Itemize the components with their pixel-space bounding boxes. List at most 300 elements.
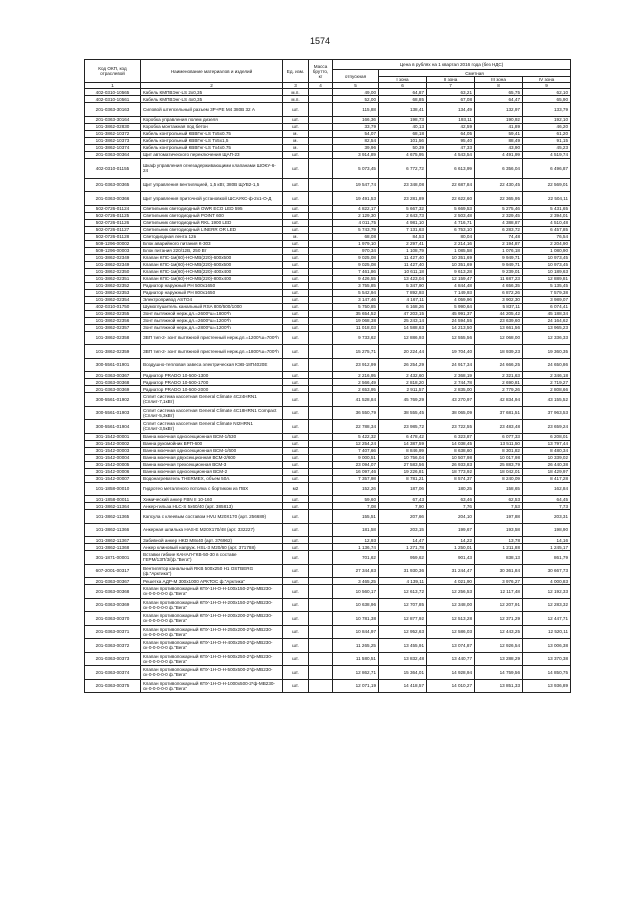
cell-zone-4-price: 12 283,32 [523,598,571,612]
cell-zone-2-price: 4 716,71 [427,219,475,226]
cell-zone-3-price: 30 361,84 [475,564,523,578]
table-row [85,219,571,226]
cell-zone-3-price: 18 042,01 [475,468,523,475]
cell-zone-4-price: 7 579,38 [523,289,571,296]
cell-code: 201-0363-00365 [85,178,141,192]
cell-release-price: 7 461,86 [333,268,379,275]
cell-zone-4-price: 10 973,45 [523,254,571,261]
cell-unit: шт. [283,226,309,233]
cell-name: Силовой штепсельный разъем 3Р+РЕ М4 380В 32 А [141,103,283,117]
cell-mass [309,358,333,372]
cell-zone-2-price: 7,76 [427,503,475,510]
table-row [85,564,571,578]
cell-name: Ванна моечная двухсекционная ВСМ-2/600 [141,454,283,461]
cell-zone-1-price: 8 846,99 [379,447,427,454]
table-row [85,475,571,482]
cell-zone-1-price: 959,62 [379,551,427,565]
cell-zone-4-price: 2 394,01 [523,212,571,219]
table-row [85,123,571,130]
cell-mass [309,433,333,440]
cell-zone-1-price: 14 418,57 [379,679,427,693]
cell-zone-4-price: 13 370,38 [523,652,571,666]
cell-release-price: 10 844,97 [333,625,379,639]
cell-zone-1-price: 203,15 [379,523,427,537]
table-row [85,454,571,461]
cell-name: Клапан противопожарный КПУ-1Н-О-Н-400х250-2*ф-МВ230-ск-0-0-0-0-0 ф."Вега" [141,639,283,653]
cell-release-price: 2 653,95 [333,386,379,393]
cell-release-price: 2 216,95 [333,372,379,379]
cell-unit: шт. [283,275,309,282]
cell-zone-2-price: 193,11 [427,116,475,123]
cell-unit: м2 [283,482,309,496]
cell-name: Радиатор PRADO 10-500-1700 [141,379,283,386]
cell-zone-2-price: 10 351,69 [427,254,475,261]
cell-name: Вставки гибкие КАНАЛ-ГКВ-50-30 в составе ГЕРМ/1ЗП/3/(ф."Вега") [141,551,283,565]
cell-release-price: 1 136,74 [333,544,379,551]
cell-zone-1-price: 198,73 [379,116,427,123]
cell-unit: шт. [283,116,309,123]
cell-zone-3-price: 6 872,26 [475,289,523,296]
col-number: 7 [427,83,475,89]
table-body [85,89,571,693]
cell-release-price: 9 025,08 [333,261,379,268]
cell-release-price: 49,00 [333,89,379,96]
cell-code: 502-0726-01125 [85,212,141,219]
cell-release-price: 35 654,52 [333,310,379,317]
cell-mass [309,379,333,386]
cell-name: Водонагреватель THERMEX, объем 50л. [141,475,283,482]
cell-release-price: 3 755,85 [333,282,379,289]
cell-mass [309,226,333,233]
cell-release-price: 3 465,25 [333,578,379,585]
cell-zone-3-price: 158,65 [475,482,523,496]
cell-release-price: 7 407,66 [333,447,379,454]
cell-name: Клапан противопожарный КПУ-1Н-О-Н-100х150-2*ф-МВ230-ск-0-0-0-0-0 ф."Вега" [141,585,283,599]
cell-zone-1-price: 40,13 [379,123,427,130]
cell-zone-4-price: 19 360,35 [523,345,571,359]
table-row [85,205,571,212]
cell-zone-1-price: 13 832,48 [379,652,427,666]
cell-zone-1-price: 12 952,63 [379,625,427,639]
cell-zone-3-price: 193,58 [475,523,523,537]
cell-name: Сплит система кассетная General Climate 4C18HRN1 Compact (Сплит-5,3кВт) [141,406,283,420]
cell-zone-4-price: 4 000,83 [523,578,571,585]
cell-code: 301-1542-00003 [85,447,141,454]
cell-unit: шт. [283,268,309,275]
table-row [85,406,571,420]
cell-unit: шт. [283,612,309,626]
cell-code: 201-0363-00375 [85,679,141,693]
cell-zone-2-price: 14 038,45 [427,440,475,447]
cell-zone-3-price: 13 288,29 [475,652,523,666]
cell-release-price: 33,79 [333,123,379,130]
cell-release-price: 9 025,08 [333,254,379,261]
cell-code: 101-3862-02354 [85,296,141,303]
cell-zone-1-price: 38 555,45 [379,406,427,420]
table-row [85,639,571,653]
cell-mass [309,652,333,666]
cell-zone-4-price: 18 429,97 [523,468,571,475]
cell-release-price: 701,62 [333,551,379,565]
cell-zone-4-price: 13 797,44 [523,440,571,447]
cell-code: 201-0363-00371 [85,625,141,639]
cell-zone-2-price: 13 440,77 [427,652,475,666]
cell-zone-3-price: 22 365,95 [475,192,523,206]
cell-zone-2-price: 12 159,47 [427,275,475,282]
cell-zone-1-price: 5 667,32 [379,205,427,212]
cell-zone-3-price: 6 077,33 [475,433,523,440]
cell-name: Светильник светодиодный POINT 600 [141,212,283,219]
cell-release-price: 9 733,62 [333,331,379,345]
cell-release-price: 82,54 [333,137,379,144]
table-row [85,578,571,585]
cell-mass [309,440,333,447]
cell-unit: шт. [283,503,309,510]
cell-code: 101-3862-02349 [85,254,141,261]
table-header [85,60,571,89]
cell-zone-2-price: 14,22 [427,537,475,544]
cell-zone-1-price: 7 131,63 [379,226,427,233]
cell-zone-4-price: 13 936,89 [523,679,571,693]
cell-unit: шт. [283,331,309,345]
cell-code: 201-0363-00370 [85,612,141,626]
cell-release-price: 36 550,79 [333,406,379,420]
cell-zone-1-price: 4 675,95 [379,151,427,158]
cell-zone-2-price: 5 669,53 [427,205,475,212]
cell-zone-3-price: 74,48 [475,233,523,240]
cell-zone-1-price: 11 427,40 [379,261,427,268]
cell-zone-2-price: 2 744,78 [427,379,475,386]
cell-release-price: 11 265,25 [333,639,379,653]
cell-name: Кабель контрольный КВВГнг-LS Тх5х0.75 [141,130,283,137]
cell-zone-4-price: 61,20 [523,130,571,137]
header-code: Код ОКП, код отраслевой [85,60,141,83]
cell-name: Светильник светодиодный OWR ECO LED 595 [141,205,283,212]
cell-mass [309,585,333,599]
cell-code: 101-1858-00010 [85,482,141,496]
cell-zone-3-price: 13 511,50 [475,440,523,447]
cell-zone-2-price: 8 638,60 [427,447,475,454]
col-number: 8 [475,83,523,89]
cell-zone-3-price: 4 656,35 [475,282,523,289]
cell-unit: шт. [283,358,309,372]
cell-zone-1-price: 14,47 [379,537,427,544]
cell-unit: шт. [283,639,309,653]
cell-zone-2-price: 19 704,40 [427,345,475,359]
cell-zone-2-price: 134,49 [427,103,475,117]
cell-zone-2-price: 14 010,27 [427,679,475,693]
cell-mass [309,137,333,144]
cell-mass [309,317,333,324]
table-row [85,116,571,123]
cell-zone-4-price: 12 889,81 [523,275,571,282]
cell-zone-2-price: 12 348,00 [427,598,475,612]
table-row [85,289,571,296]
cell-name: Ванна рукомойник ВРП-600 [141,440,283,447]
table-row [85,510,571,524]
cell-zone-3-price: 190,92 [475,116,523,123]
cell-unit: шт. [283,544,309,551]
cell-zone-1-price: 14 588,63 [379,324,427,331]
cell-release-price: 155,51 [333,510,379,524]
cell-unit: шт. [283,564,309,578]
cell-release-price: 5 743,79 [333,226,379,233]
cell-release-price: 12 862,71 [333,666,379,680]
cell-code: 201-0363-00367 [85,578,141,585]
cell-name: Радиатор наружный РН 800х1650 [141,289,283,296]
cell-unit: шт. [283,247,309,254]
cell-code: 101-3862-02353 [85,289,141,296]
cell-zone-3-price: 11 687,23 [475,275,523,282]
cell-name: Клапан противопожарный КПУ-1Н-О-Н-250х200-2*ф-МВ230-ск-0-0-0-0-0 ф."Вега" [141,625,283,639]
cell-code: 201-0363-00368 [85,585,141,599]
cell-code: 502-0726-01126 [85,219,141,226]
cell-zone-2-price: 204,10 [427,510,475,524]
cell-mass [309,296,333,303]
table-row [85,247,571,254]
cell-release-price: 2 566,49 [333,379,379,386]
cell-zone-1-price: 68,18 [379,130,427,137]
table-row [85,303,571,310]
cell-code: 502-0726-01128 [85,233,141,240]
cell-release-price: 4 822,17 [333,205,379,212]
cell-zone-3-price: 3 976,27 [475,578,523,585]
cell-zone-3-price: 10 017,98 [475,454,523,461]
cell-zone-3-price: 12 371,29 [475,612,523,626]
cell-mass [309,233,333,240]
cell-zone-4-price: 13 965,23 [523,324,571,331]
table-row [85,240,571,247]
cell-zone-3-price: 88,49 [475,137,523,144]
cell-release-price: 970,34 [333,247,379,254]
cell-name: Клапан противопожарный КПУ-1Н-О-Н-200х200-2*ф-МВ230-ск-0-0-0-0-0 ф."Вега" [141,612,283,626]
cell-unit: шт. [283,585,309,599]
cell-unit: шт. [283,496,309,503]
cell-zone-4-price: 12 336,33 [523,331,571,345]
cell-unit: м. [283,144,309,151]
cell-release-price: 2 129,30 [333,212,379,219]
price-table [84,59,571,693]
cell-mass [309,447,333,454]
table-row [85,420,571,434]
cell-unit: шт. [283,310,309,317]
table-row [85,268,571,275]
cell-zone-2-price: 80,04 [427,233,475,240]
cell-unit: шт. [283,205,309,212]
cell-zone-1-price: 4 139,11 [379,578,427,585]
cell-zone-2-price: 901,43 [427,551,475,565]
table-row [85,372,571,379]
cell-name: Зонт вытяжной нерж.дл.=2800*ш=1200*h [141,324,283,331]
cell-code: 101-3862-02350 [85,268,141,275]
cell-unit: шт. [283,158,309,178]
table-row [85,482,571,496]
cell-mass [309,503,333,510]
cell-unit: шт. [283,454,309,461]
cell-release-price: 12,93 [333,537,379,544]
cell-release-price: 115,88 [333,103,379,117]
cell-mass [309,345,333,359]
cell-release-price: 52,00 [333,96,379,103]
cell-release-price: 7,08 [333,503,379,510]
cell-zone-1-price: 5 347,90 [379,282,427,289]
table-row [85,317,571,324]
cell-zone-2-price: 2 835,00 [427,386,475,393]
cell-name: Радиатор PRADO 10-500-1300 [141,372,283,379]
cell-zone-3-price: 838,13 [475,551,523,565]
cell-unit: шт. [283,440,309,447]
cell-name: Анкер клиновый напруж. HSL-3 M20/60 (арт. 371788) [141,544,283,551]
cell-name: Светодиодная лента 12в [141,233,283,240]
cell-zone-2-price: 6 613,99 [427,158,475,178]
cell-mass [309,123,333,130]
cell-zone-2-price: 14 213,50 [427,324,475,331]
cell-release-price: 10 781,38 [333,612,379,626]
cell-name: Ванна моечная односекционная ВСМ-1/600 [141,447,283,454]
cell-zone-1-price: 187,06 [379,482,427,496]
cell-zone-3-price: 1 211,88 [475,544,523,551]
header-zone-2: II зона [427,77,475,83]
cell-unit: м. [283,130,309,137]
cell-zone-3-price: 24 666,25 [475,358,523,372]
cell-unit: шт. [283,433,309,440]
cell-unit: шт. [283,372,309,379]
cell-zone-4-price: 65,90 [523,96,571,103]
cell-name: Кабель контрольный КВВГнг-LS Тх4х0.75 [141,144,283,151]
header-zone-3: III зона [475,77,523,83]
cell-mass [309,393,333,407]
cell-zone-3-price: 12 443,25 [475,625,523,639]
cell-zone-1-price: 1 108,79 [379,247,427,254]
cell-zone-4-price: 7,73 [523,503,571,510]
cell-unit: шт. [283,123,309,130]
cell-unit: шт. [283,461,309,468]
cell-zone-1-price: 19 226,81 [379,468,427,475]
cell-code: 301-1542-00004 [85,454,141,461]
cell-release-price: 23 094,07 [333,461,379,468]
cell-unit: шт. [283,475,309,482]
cell-name: Химический анкер FBN II 10-160 [141,496,283,503]
table-row [85,212,571,219]
cell-mass [309,496,333,503]
cell-name: Клапан КПС-1м(60)-НО-МВ(220)-600х500 [141,254,283,261]
cell-code: 201-0363-00374 [85,666,141,680]
cell-code: 201-0363-00373 [85,652,141,666]
cell-zone-3-price: 2 779,26 [475,386,523,393]
cell-code: 101-3862-02358 [85,331,141,345]
cell-release-price: 7 357,98 [333,475,379,482]
cell-mass [309,406,333,420]
cell-zone-4-price: 13 006,38 [523,639,571,653]
cell-mass [309,679,333,693]
cell-zone-1-price: 101,56 [379,137,427,144]
table-row [85,625,571,639]
cell-code: 301-1542-00005 [85,461,141,468]
table-row [85,433,571,440]
cell-zone-1-price: 11 427,40 [379,254,427,261]
table-row [85,226,571,233]
cell-mass [309,510,333,524]
cell-release-price: 12 254,24 [333,440,379,447]
cell-unit: шт. [283,261,309,268]
cell-release-price: 68,08 [333,233,379,240]
cell-zone-4-price: 861,79 [523,551,571,565]
col-number: 4 [309,83,333,89]
cell-zone-4-price: 162,84 [523,482,571,496]
cell-mass [309,192,333,206]
cell-zone-1-price: 23 985,72 [379,420,427,434]
cell-name: ЗВП тип-2- зонт вытяжной пристенный нерж.дл.=1800*ш=700*h [141,345,283,359]
cell-zone-4-price: 43 155,52 [523,393,571,407]
cell-mass [309,247,333,254]
cell-zone-3-price: 5 837,11 [475,303,523,310]
cell-mass [309,178,333,192]
cell-zone-1-price: 67,43 [379,496,427,503]
table-row [85,393,571,407]
cell-release-price: 4 011,75 [333,219,379,226]
cell-mass [309,578,333,585]
cell-zone-4-price: 91,15 [523,137,571,144]
cell-zone-4-price: 37 963,53 [523,406,571,420]
cell-release-price: 5 750,85 [333,303,379,310]
table-row [85,103,571,117]
cell-mass [309,386,333,393]
cell-unit: м.п. [283,89,309,96]
cell-mass [309,625,333,639]
cell-zone-2-price: 10 507,98 [427,454,475,461]
cell-unit: шт. [283,296,309,303]
cell-unit: шт. [283,420,309,434]
cell-name: Ванна моечная односекционная ВСМ-2 [141,468,283,475]
cell-name: ЗВП тип-2- зонт вытяжной пристенный нерж.дл.=1200*ш=700*h [141,331,283,345]
cell-unit: шт. [283,406,309,420]
cell-zone-2-price: 1 085,58 [427,247,475,254]
cell-release-price: 19 491,53 [333,192,379,206]
cell-name: Сплит система кассетная General Climate 4C24HRN1 (Сплит-7,1кВт) [141,393,283,407]
cell-unit: шт. [283,219,309,226]
cell-mass [309,219,333,226]
cell-release-price: 3 147,46 [333,296,379,303]
cell-zone-2-price: 22 622,60 [427,192,475,206]
cell-zone-2-price: 4 021,90 [427,578,475,585]
cell-code: 201-0363-00366 [85,192,141,206]
cell-zone-2-price: 13 074,87 [427,639,475,653]
cell-zone-4-price: 6 074,41 [523,303,571,310]
table-row [85,254,571,261]
cell-unit: шт. [283,523,309,537]
cell-code: 300-5561-01903 [85,406,141,420]
cell-zone-4-price: 6 208,01 [523,433,571,440]
cell-code: 101-3862-02352 [85,282,141,289]
table-row [85,447,571,454]
table-row [85,275,571,282]
cell-zone-3-price: 25 883,79 [475,461,523,468]
cell-unit: шт. [283,393,309,407]
cell-code: 201-0363-00364 [85,151,141,158]
cell-zone-3-price: 4 388,87 [475,219,523,226]
cell-code: 502-0726-01127 [85,226,141,233]
cell-zone-1-price: 47 203,15 [379,310,427,317]
cell-zone-3-price: 37 681,51 [475,406,523,420]
cell-release-price: 12 071,19 [333,679,379,693]
cell-zone-4-price: 133,79 [523,103,571,117]
cell-code: 300-5561-01904 [85,420,141,434]
cell-release-price: 5 073,45 [333,158,379,178]
cell-unit: шт. [283,345,309,359]
cell-name: Радиатор PRADO 10-500-2000 [141,386,283,393]
cell-unit: шт. [283,303,309,310]
cell-release-price: 166,36 [333,116,379,123]
